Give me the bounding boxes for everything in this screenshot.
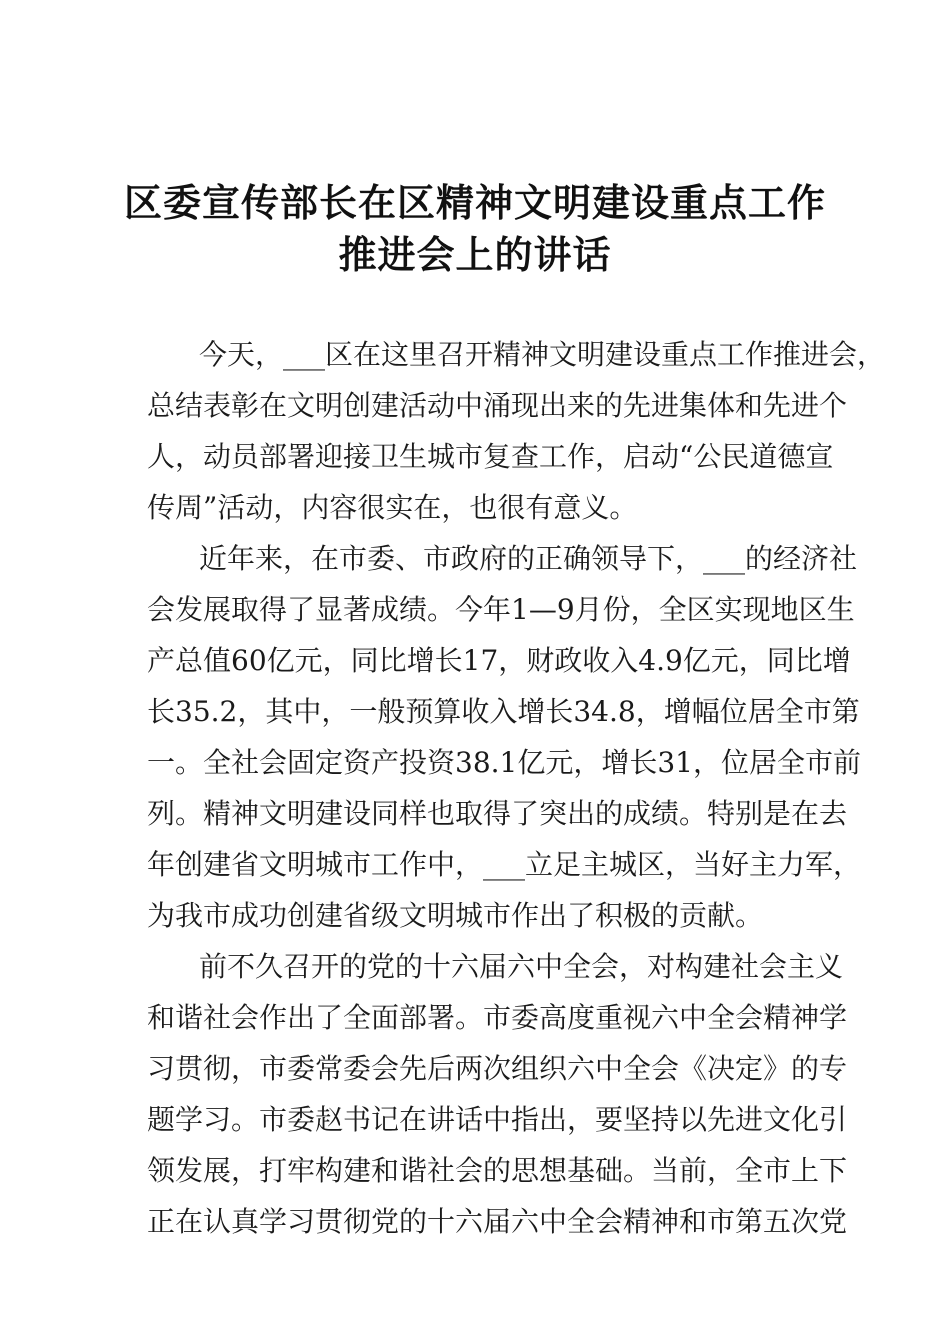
paragraph-3-line-4: 题学习。市委赵书记在讲话中指出，要坚持以先进文化引 <box>147 1103 848 1136</box>
document-title-line-1: 区委宣传部长在区精神文明建设重点工作 <box>123 181 826 225</box>
paragraph-1-line-2: 总结表彰在文明创建活动中涌现出来的先进集体和先进个 <box>147 389 848 422</box>
paragraph-2-line-1: 近年来，在市委、市政府的正确领导下，___的经济社 <box>199 542 858 575</box>
document-body <box>147 329 886 1247</box>
paragraph-3-line-2: 和谐社会作出了全面部署。市委高度重视六中全会精神学 <box>147 1001 848 1034</box>
paragraph-3-line-3: 习贯彻，市委常委会先后两次组织六中全会《决定》的专 <box>147 1052 848 1085</box>
paragraph-2-line-4: 长35.2，其中，一般预算收入增长34.8，增幅位居全市第 <box>147 695 860 728</box>
paragraph-1-line-1: 今天，___区在这里召开精神文明建设重点工作推进会， <box>199 338 886 371</box>
paragraph-3-line-1: 前不久召开的党的十六届六中全会，对构建社会主义 <box>199 950 844 983</box>
paragraph-2-line-7: 年创建省文明城市工作中，___立足主城区，当好主力军， <box>147 848 862 881</box>
paragraph-2-line-8: 为我市成功创建省级文明城市作出了积极的贡献。 <box>147 899 764 932</box>
paragraph-2-line-3: 产总值60亿元，同比增长17，财政收入4.9亿元，同比增 <box>147 644 851 677</box>
paragraph-3-line-5: 领发展，打牢构建和谐社会的思想基础。当前，全市上下 <box>147 1154 848 1187</box>
paragraph-2-line-6: 列。精神文明建设同样也取得了突出的成绩。特别是在去 <box>147 797 848 830</box>
paragraph-3-line-6: 正在认真学习贯彻党的十六届六中全会精神和市第五次党 <box>147 1205 848 1238</box>
paragraph-2-line-2: 会发展取得了显著成绩。今年1—9月份，全区实现地区生 <box>147 593 855 626</box>
paragraph-1-line-4: 传周”活动，内容很实在，也很有意义。 <box>147 491 638 524</box>
paragraph-1-line-3: 人，动员部署迎接卫生城市复查工作，启动“公民道德宣 <box>147 440 834 473</box>
document-title-line-2: 推进会上的讲话 <box>338 233 612 277</box>
paragraph-2-line-5: 一。全社会固定资产投资38.1亿元，增长31，位居全市前 <box>147 746 861 779</box>
